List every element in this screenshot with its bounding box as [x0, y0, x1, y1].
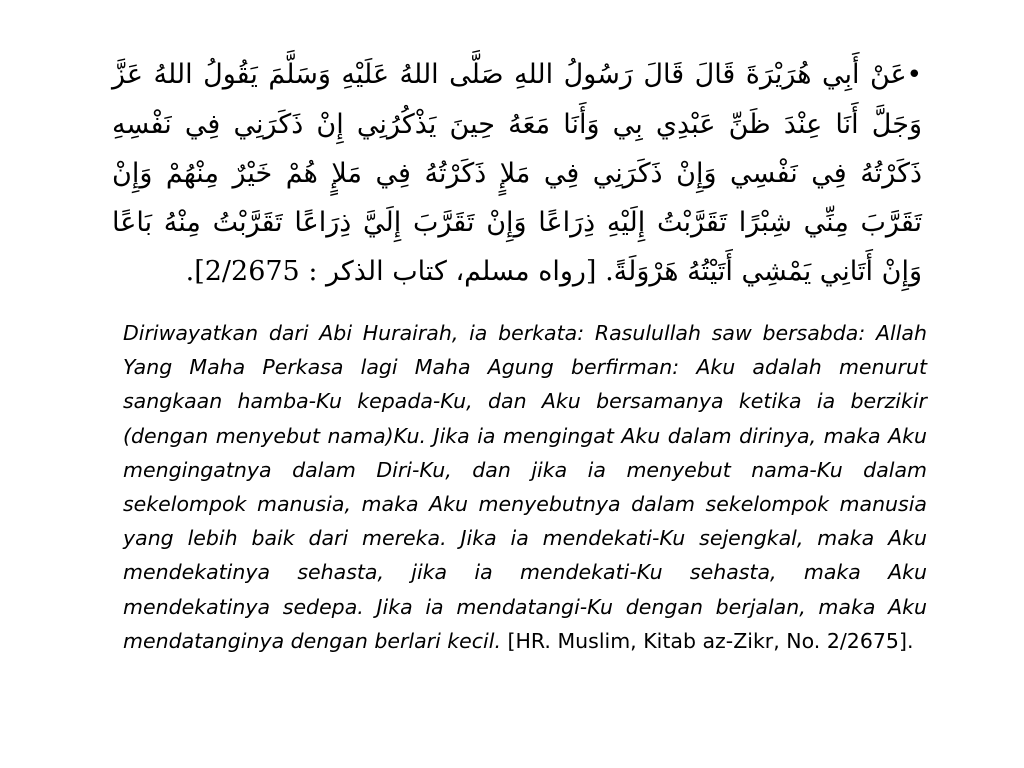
arabic-hadith-body: عَنْ أَبِي هُرَيْرَةَ قَالَ قَالَ رَسُولُ اللهِ صَلَّى اللهُ عَلَيْهِ وَسَلَّمَ يَقُولُ اللهُ عَزَّ وَجَلَّ أَنَا عِنْدَ ظَنِّ عَبْدِي بِي وَأَنَا مَعَهُ حِينَ يَذْكُرُنِي إِنْ ذَكَرَنِي فِي نَفْسِهِ ذَكَرْتُهُ فِي نَفْسِي وَإِنْ ذَكَرَنِي فِي مَلإٍ ذَكَرْتُهُ فِي مَلإٍ هُمْ خَيْرٌ مِنْهُمْ وَإِنْ تَقَرَّبَ مِنِّي شِبْرًا تَقَرَّبْتُ إِلَيْهِ ذِرَاعًا وَإِنْ تَقَرَّبَ إِلَيَّ ذِرَاعًا تَقَرَّبْتُ مِنْهُ بَاعًا وَإِنْ أَتَانِي يَمْشِي أَتَيْتُهُ هَرْوَلَةً.: [112, 59, 922, 287]
bullet-icon: •: [906, 60, 922, 90]
arabic-hadith-text: [112, 50, 922, 296]
translation-source: [HR. Muslim, Kitab az-Zikr, No. 2/2675].: [507, 628, 914, 653]
arabic-hadith-reference: [رواه مسلم، كتاب الذكر : 2/2675].: [185, 256, 597, 287]
translation-body: Diriwayatkan dari Abi Hurairah, ia berkata: Rasulullah saw bersabda: Allah Yang Maha Perkasa lagi Maha Agung berfirman: Aku adalah menurut sangkaan hamba-Ku kepada-Ku, dan Aku bersamanya ketika ia berzikir (dengan menyebut nama)Ku. Jika ia mengingat Aku dalam dirinya, maka Aku mengingatnya dalam Diri-Ku, dan jika ia menyebut nama-Ku dalam sekelompok manusia, maka Aku menyebutnya dalam sekelompok manusia yang lebih baik dari mereka. Jika ia mendekati-Ku sejengkal, maka Aku mendekatinya sehasta, jika ia mendekati-Ku sehasta, maka Aku mendekatinya sedepa. Jika ia mendatangi-Ku dengan berjalan, maka Aku mendatanginya dengan berlari kecil.: [123, 321, 927, 653]
translation-paragraph: [123, 316, 927, 658]
